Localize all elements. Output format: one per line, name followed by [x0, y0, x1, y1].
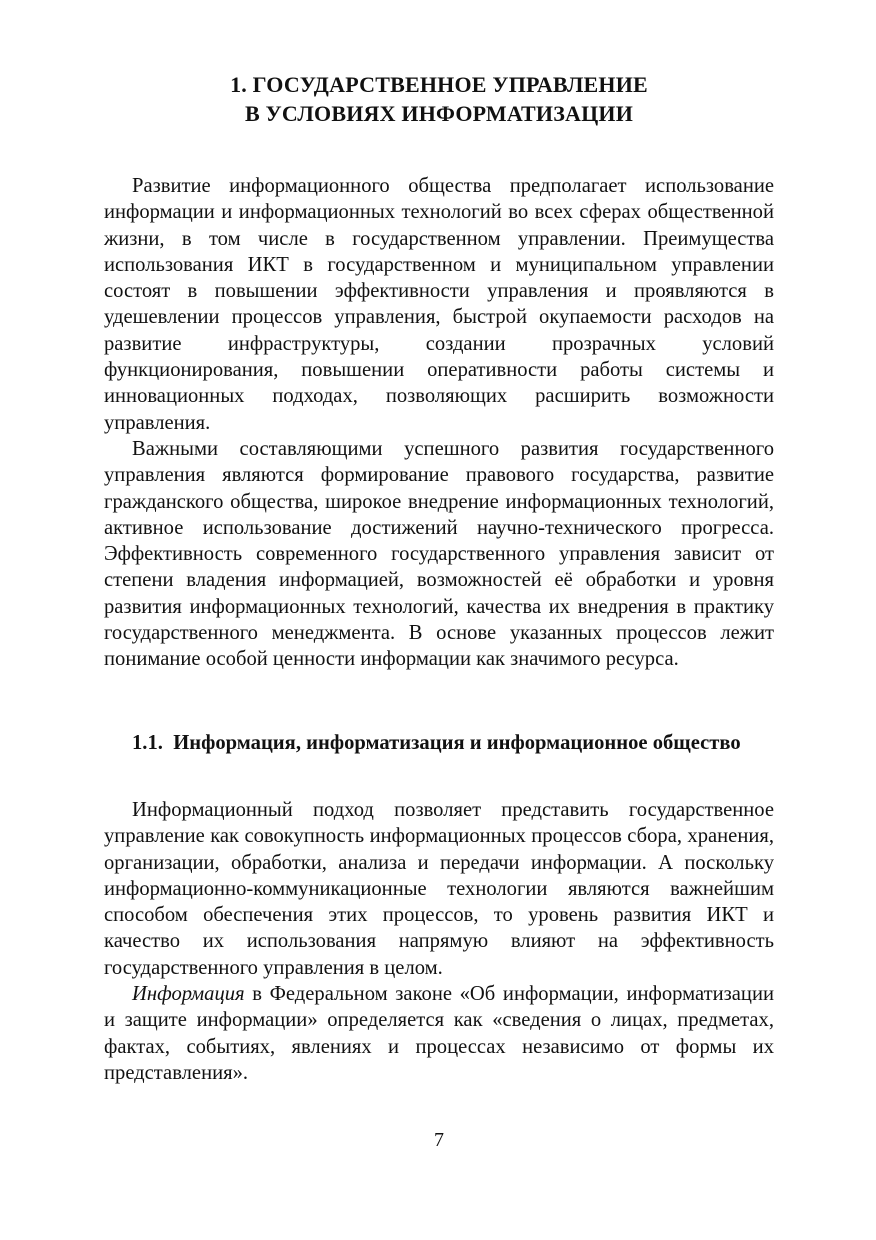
paragraph: Развитие информационного общества предполагает использование информации и информационных технологий во всех сферах общественной жизни, в том числе в государственном управлении. Преимущества использования ИКТ в государственном и муниципальном управлении состоят в повышении эффективности управления и проявляются в удешевлении процессов управления, быстрой окупаемости расходов на развитие инфраструктуры, создании прозрачных условий функционирования, повышении оперативности работы системы и инновационных подходах, позволяющих расширить возможности управления.	[104, 175, 774, 434]
chapter-intro-text	[104, 173, 774, 673]
definition-text: в Федеральном законе «Об информации, информатизации и защите информации» определяется как «сведения о лицах, предметах, фактах, событиях, явлениях и процессах независимо от формы их представления».	[104, 983, 774, 1084]
paragraph: Информационный подход позволяет представить государственное управление как совокупность информационных процессов сбора, хранения, организации, обработки, анализа и передачи информации. А поскольку информационно-коммуникационные технологии являются важнейшим способом обеспечения этих процессов, то уровень развития ИКТ и качество их использования напрямую влияют на эффективность государственного управления в целом.	[104, 799, 774, 979]
paragraph: Важными составляющими успешного развития государственного управления являются формирование правового государства, развитие гражданского общества, широкое внедрение информационных технологий, активное использование достижений научно-технического прогресса. Эффективность современного государственного управления зависит от степени владения информацией, возможностей её обработки и уровня развития информационных технологий, качества их внедрения в практику государственного менеджмента. В основе указанных процессов лежит понимание особой ценности информации как значимого ресурса.	[104, 437, 774, 671]
defined-term: Информация	[132, 983, 245, 1006]
section-text	[104, 797, 774, 1086]
section-number: 1.1.	[132, 732, 163, 754]
chapter-title	[104, 70, 774, 128]
chapter-title-line-2: В УСЛОВИЯХ ИНФОРМАТИЗАЦИИ	[244, 101, 634, 126]
document-page	[104, 0, 774, 1240]
page-number: 7	[434, 1129, 444, 1151]
section-heading	[104, 730, 774, 756]
definition-paragraph	[104, 981, 774, 1086]
chapter-title-line-1: 1. ГОСУДАРСТВЕННОЕ УПРАВЛЕНИЕ	[230, 72, 648, 97]
section-title: Информация, информатизация и информационное общество	[173, 732, 741, 754]
